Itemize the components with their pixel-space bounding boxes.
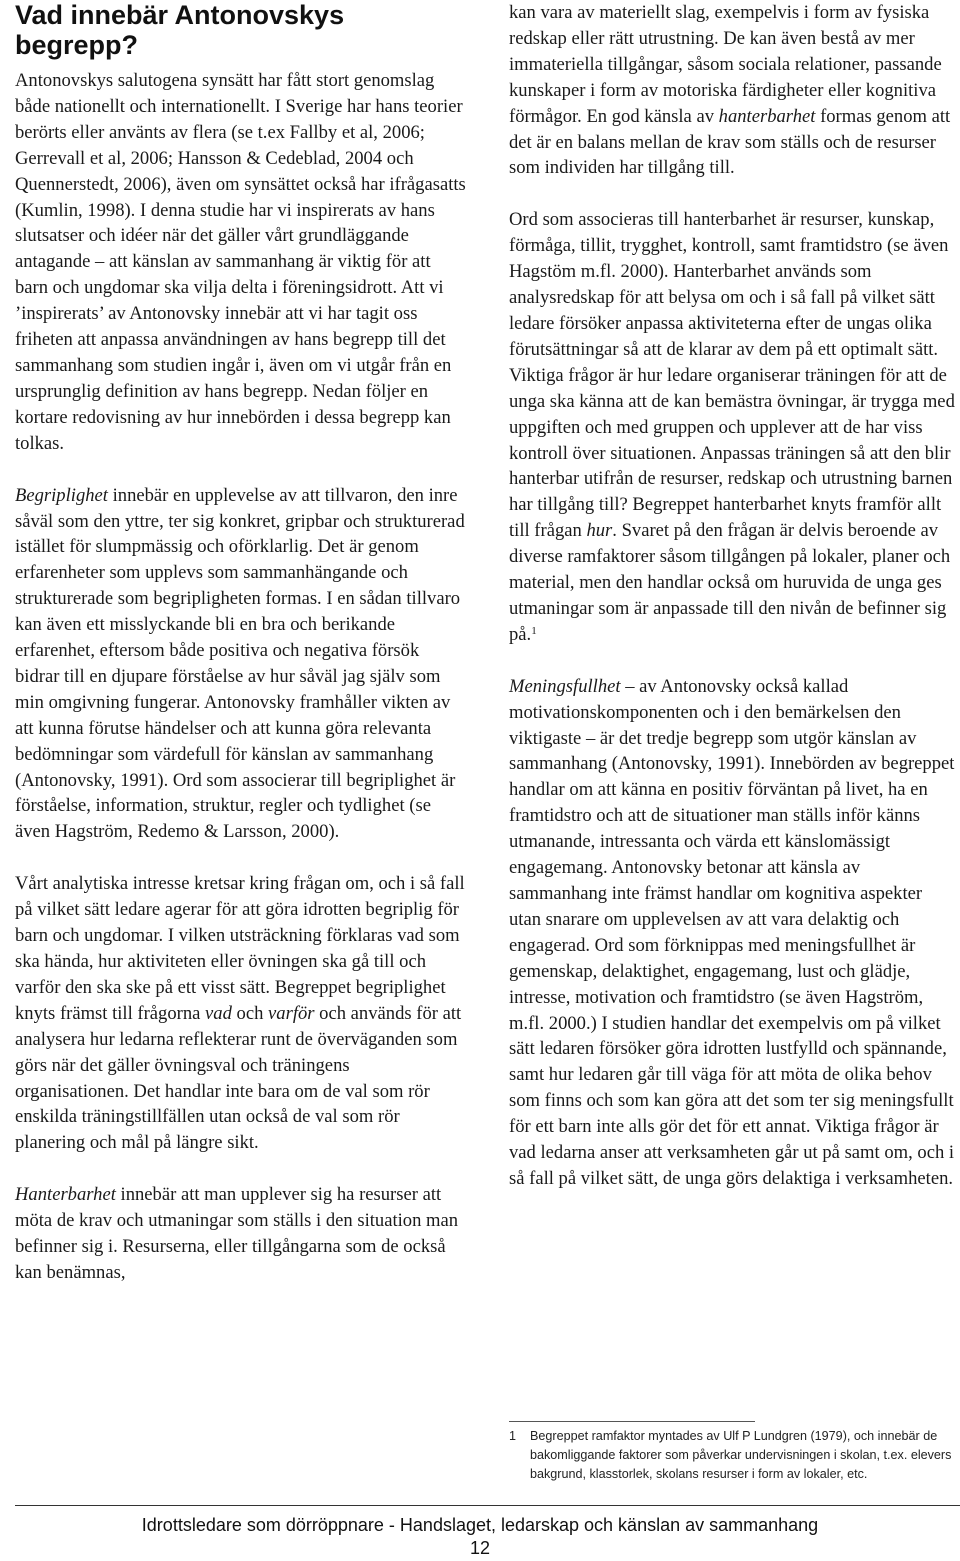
left-column [15,0,467,1286]
term-hur: hur [586,520,613,542]
analytic-text-b: och [231,1002,269,1024]
analytic-interest-paragraph [15,871,467,1156]
right-column [509,0,955,1192]
hanterbarhet-term: Hanterbarhet [15,1184,116,1206]
hanterbarhet-paragraph [15,1182,467,1286]
footnote-number: 1 [509,1429,517,1443]
footnote-text: Begreppet ramfaktor myntades av Ulf P Lundgren (1979), och innebär de bakomliggande faktorer som påverkar undervisningen i skolan, t.ex. elevers bakgrund, klasstorlek, skolans resurser i form av lokaler, etc. [530,1429,952,1481]
words-text-b: . Svaret på den frågan är delvis beroende av diverse ramfaktorer såsom tillgången på lokaler, planer och material, men den handlar också om huruvida de unga ges utmaningar som är anpassade till den nivån de befinner sig på. [509,520,951,645]
analytic-text-c: och används för att analysera hur ledarna reflekterar runt de överväganden som görs när det gäller övningsval och träningens organisationen. Det handlar inte bara om de val som rör enskilda träningstillfällen utan också de val som rör planering och mål på längre sikt. [15,1002,462,1154]
hanterbarhet-text: innebär att man upplever sig ha resurser att möta de krav och utmaningar som ställs i den situation man befinner sig i. Resurserna, eller tillgångarna som de också kan benämnas, [15,1184,459,1283]
begriplighet-paragraph [15,483,467,846]
hanterbarhet-words-paragraph [509,207,955,647]
term-varfor: varför [268,1002,315,1024]
section-heading: Vad innebär Antonovskys begrepp? [15,0,345,60]
meningsfullhet-term: Meningsfullhet [509,675,621,697]
footnote-reference[interactable]: 1 [531,624,537,637]
footer-title: Idrottsledare som dörröppnare - Handslaget, ledarskap och känslan av sammanhang [141,1515,819,1535]
analytic-text-a: Vårt analytiska intresse kretsar kring frågan om, och i så fall på vilket sätt ledare agerar för att göra idrotten begriplig för barn och ungdomar. I vilken utsträckning förklaras vad som ska hända, hur aktiviteten eller övningen ska gå till och varför den ska ske på ett visst sätt. Begreppet begriplighet knyts främst till frågorna [15,873,465,1024]
begriplighet-text: innebär en upplevelse av att tillvaron, den inre såväl som den yttre, ter sig konkret, gripbar och strukturerad istället för slumpmässig och oförklarlig. Det är genom erfarenheter som upplevs som sammanhängande och strukturerade som begripligheten formas. I en sådan tillvaro kan även ett misslyckande bli en bra och berikande erfarenhet, eftersom både positiva och negativa försök bidrar till en djupare förståelse av hur såväl jag själv som min omgivning fungerar. Antonovsky framhåller vikten av att kunna förutse händelser och att kunna göra relevanta bedömningar som värdefull för känslan av sammanhang (Antonovsky, 1991). Ord som associerar till begriplighet är förståelse, information, struktur, regler och tydlighet (se även Hagström, Redemo & Larsson, 2000). [15,484,465,843]
page-number: 12 [469,1538,491,1558]
hanterbarhet-term-inline: hanterbarhet [718,105,816,127]
footer-divider [15,1505,960,1506]
resources-text-b: formas genom att det är en balans mellan de krav som ställs och de resurser som individen har tillgång till. [509,105,951,179]
footnote [509,1427,955,1484]
begriplighet-term: Begriplighet [15,484,108,506]
term-vad: vad [205,1002,232,1024]
words-text-a: Ord som associeras till hanterbarhet är resurser, kunskap, förmåga, tillit, trygghet, kontroll, samt framtidstro (se även Hagstöm m.fl. 2000). Hanterbarhet används som analysredskap för att belysa om och i så fall på vilket sätt ledare försöker anpassa aktiviteterna efter de ungas olika förutsättningar så att de klarar av dem på ett optimalt sätt. Viktiga frågor är hur ledare organiserar träningen för att de unga ska känna att de kan bemästra övningar, är trygga med uppgiften och med gruppen och upplever att de har viss kontroll över situationen. Anpassas träningen så att den blir hanterbar utifrån de resurser, redskap och utrustning barnen har tillgång till? Begreppet hanterbarhet knyts framför allt till frågan [509,209,955,542]
resources-text-a: kan vara av materiellt slag, exempelvis i form av fysiska redskap eller rätt utrustning. De kan även bestå av mer immateriella tillgångar, såsom sociala relationer, passande kunskaper i form av motoriska färdigheter eller kognitiva förmågor. En god känsla av [509,2,942,127]
resources-paragraph [509,0,955,181]
intro-paragraph: Antonovskys salutogena synsätt har fått stort genomslag både nationellt och internationellt. I Sverige har hans teorier berörts eller använts av flera (se t.ex Fallby et al, 2006; Gerrevall et al, 2006; Hansson & Cedeblad, 2004 och Quennerstedt, 2006), även om synsättet också har ifrågasatts (Kumlin, 1998). I denna studie har vi inspirerats av hans slutsatser och idéer när det gäller vårt grundläggande antagande – att känslan av sammanhang är viktig för att barn och ungdomar ska vilja delta i föreningsidrott. Att vi ’inspirerats’ av Antonovsky innebär att vi har tagit oss friheten att anpassa användningen av hans begrepp till det sammanhang som studien ingår i, även om vi utgår från en ursprunglig definition av hans begrepp. Nedan följer en kortare redovisning av hur innebörden i dessa begrepp kan tolkas. [15,70,466,454]
meningsfullhet-text: – av Antonovsky också kallad motivationskomponenten och i den bemärkelsen den viktigaste – är det tredje begrepp som utgör känslan av sammanhang (Antonovsky, 1991). Innebörden av begreppet handlar om att känna en positiv förväntan på livet, ha en framtidstro och att de situationer man ställs inför känns utmanande, intressanta och värda ett känslomässigt engagemang. Antonovsky betonar att känsla av sammanhang inte främst handlar om kognitiva aspekter utan snarare om upplevelsen av att vara delaktig och engagerad. Ord som förknippas med meningsfullhet är gemenskap, delaktighet, engagemang, lust och glädje, intresse, motivation och framtidstro (se även Hagström, m.fl. 2000.) I studien handlar det exempelvis om på vilket sätt ledaren försöker göra idrotten lustfylld och spännande, samt hur ledaren går till väga för att möta de olika behov som finns och som kan göra att det som ter sig meningsfullt för ett barn inte alls gör det för ett annat. Viktiga frågor är vad ledarna anser att verksamheten går ut på samt om, och i så fall på vilket sätt, de unga görs delaktiga i verksamheten. [509,675,955,1189]
meningsfullhet-paragraph [509,674,955,1192]
footnote-divider [509,1421,755,1422]
